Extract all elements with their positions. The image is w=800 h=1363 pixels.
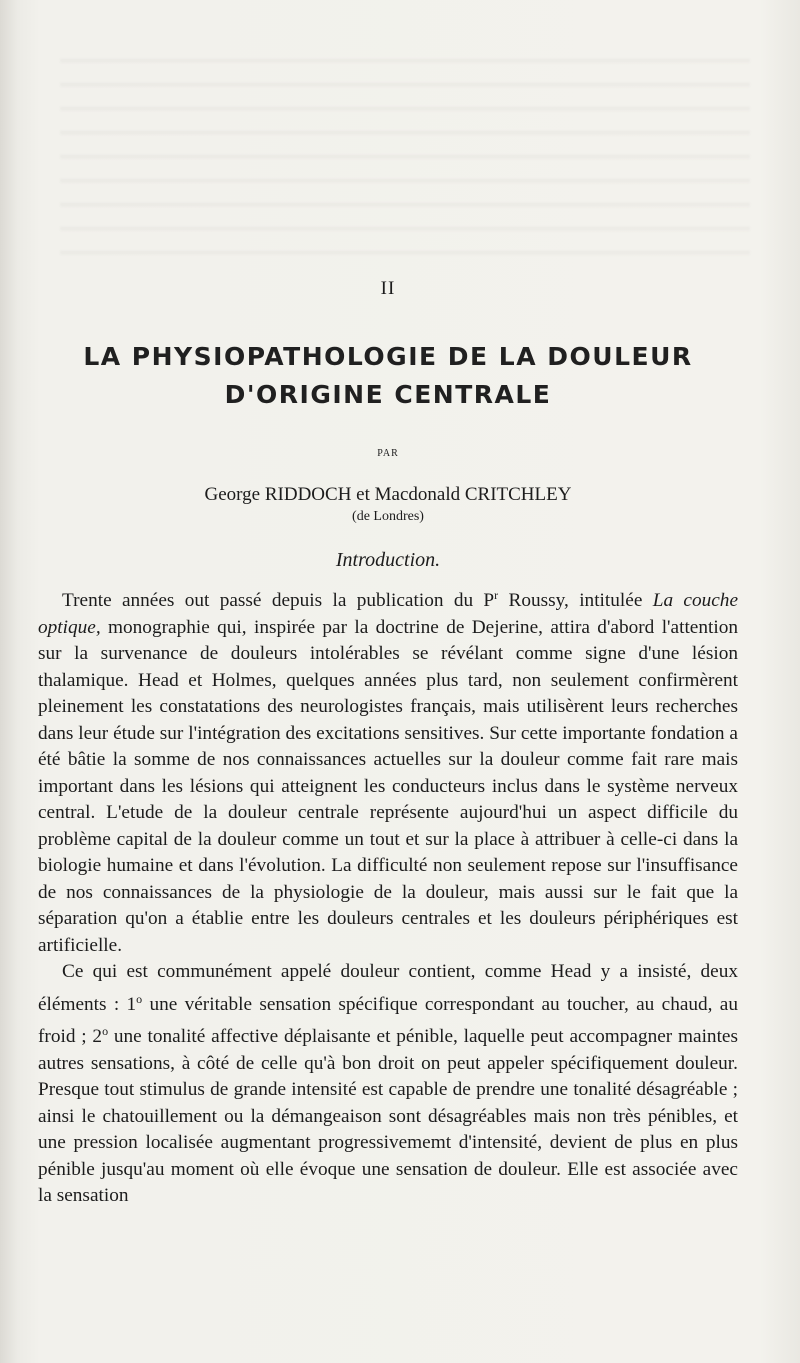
paragraph-2-superscript-2: o: [102, 1024, 109, 1038]
paragraph-1-book-title: La couche optique,: [38, 590, 739, 638]
title-line-2: D'ORIGINE CENTRALE: [224, 380, 552, 409]
paragraph-2-superscript-1: o: [136, 991, 143, 1006]
section-heading: Introduction.: [335, 549, 441, 571]
paragraph-2-part-1: Ce qui est communément appelé douleur contient, comme Head y a insisté, deux éléments : 1: [38, 961, 738, 1015]
paragraph-1-superscript: r: [494, 588, 499, 602]
paragraph-1-part-1: Trente années out passé depuis la publication du P: [62, 590, 495, 611]
title-line-1: LA PHYSIOPATHOLOGIE DE LA DOULEUR: [83, 342, 693, 371]
paragraph-1-part-3: monographie qui, inspirée par la doctrine de Dejerine, attira d'abord l'attention sur la survenance de douleurs intolérables se révélant comme signe d'une lésion thalamique. Head et Holmes, quelques années plus tard, non seulement confirmèrent pleinement les constatations des neurologistes français, mais utilisèrent leurs recherches dans leur étude sur l'intégration des excitations sensitives. Sur cette importante fondation a été bâtie la somme de nos connaissances actuelles sur la douleur comme fait rare mais important dans les lésions qui atteignent les conducteurs inclus dans le système nerveux central. L'etude de la douleur centrale représente aujourd'hui un aspect difficile du problème capital de la douleur comme un tout et sur la place à attribuer à celle-ci dans la biologie humaine et dans l'évolution. La difficulté non seulement repose sur l'insuffisance de nos connaissances de la physiologie de la douleur, mais aussi sur le fait que la séparation qu'on a établie entre les douleurs centrales et les douleurs périphériques est artificielle.: [38, 616, 738, 956]
authors: George RIDDOCH et Macdonald CRITCHLEY: [204, 484, 572, 505]
affiliation: (de Londres): [352, 509, 424, 524]
paragraph-1-part-2: Roussy, intitulée: [498, 590, 653, 611]
paragraph-2: [38, 959, 738, 1210]
paragraph-2-part-2: une véritable sensation spécifique correspondant au toucher, au chaud, au froid ; 2: [38, 993, 738, 1047]
paragraph-2-part-3: une tonalité affective déplaisante et pénible, laquelle peut accompagner maintes autres sensations, à côté de celle qu'à bon droit on peut appeler spécifiquement douleur. Presque tout stimulus de grande intensité est capable de prendre une tonalité désagréable ; ainsi le chatouillement ou la démangeaison sont désagréables mais non très pénibles, et une pression localisée augmentant progressivememt d'intensité, devient de plus en plus pénible jusqu'au moment où elle évoque une sensation de douleur. Elle est associée avec la sensation: [38, 1026, 738, 1206]
chapter-numeral: II: [380, 278, 396, 299]
body-text: [38, 582, 738, 1210]
document-content: [38, 278, 738, 1210]
bleed-through-shadow: [60, 40, 750, 270]
paragraph-1: [38, 582, 738, 959]
by-label: PAR: [377, 448, 399, 459]
